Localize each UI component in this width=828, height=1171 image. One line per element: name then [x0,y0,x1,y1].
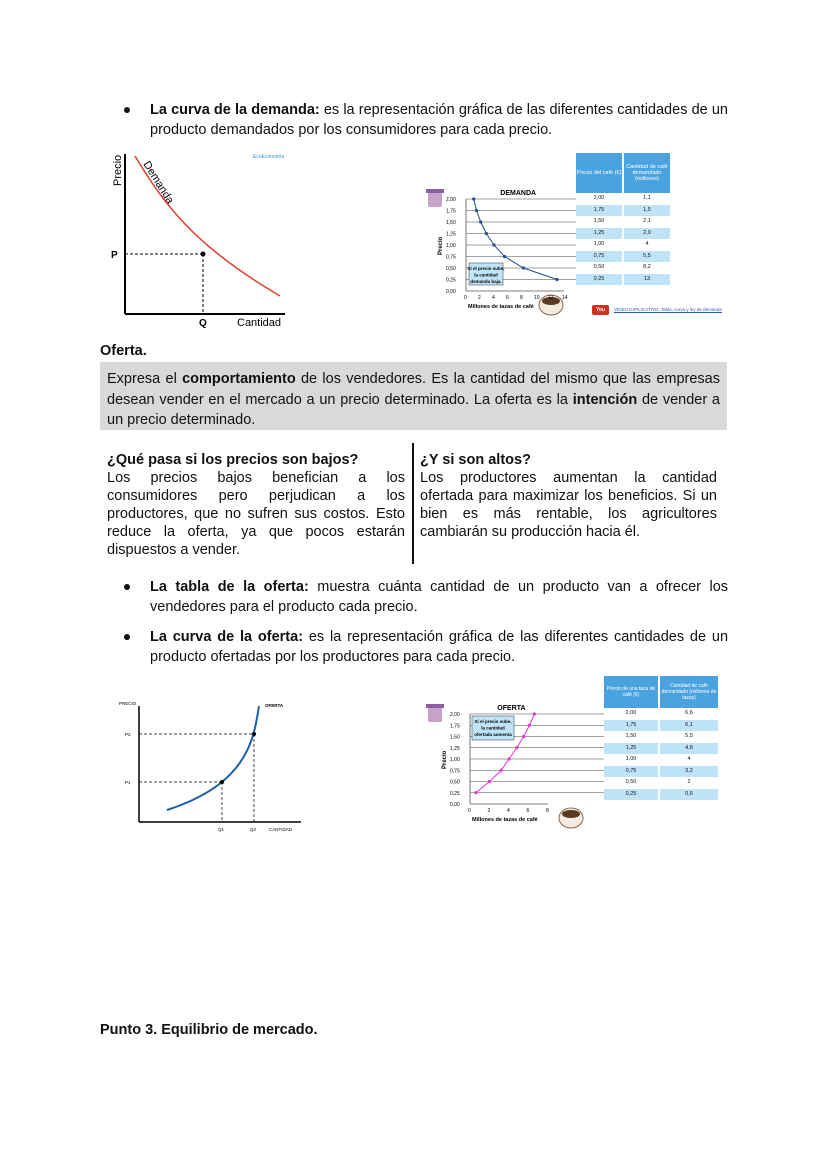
table-cell-quantity: 1,5 [624,205,670,217]
table-row [604,754,724,766]
note-line: demanda baja. [470,279,502,284]
table-cell-quantity: 5,5 [624,251,670,263]
y-tick-label: 0,00 [446,289,456,295]
table-cell-quantity: 4,8 [660,743,718,755]
supply-curve [167,706,259,810]
table-row [576,239,716,251]
oferta-definition-box [100,362,727,430]
demand-table-header-price: Precio del café (€) [576,153,622,193]
table-cell-quantity: 13 [624,274,670,286]
note-line: Si el precio sube, [467,266,505,271]
y-tick-label: 0,50 [446,266,456,272]
x-tick-label: 6 [506,295,509,301]
y-tick-label: 0,75 [450,768,460,775]
chart-x-label: Millones de tazas de café [468,304,534,310]
table-cell-price: 2,00 [576,193,622,205]
chart-y-label: Precio [442,750,448,769]
supply-curve-bullet-text: es la representación gráfica de las diferentes cantidades de un producto ofertadas por los productores para cada precio. [150,629,729,665]
supply-graph [115,696,305,836]
demand-bullet [124,100,728,140]
supply-x-label: CANTIDAD [269,827,293,832]
y-tick-label: 1,25 [450,745,460,752]
supply-curve-label: OFERTA [265,703,284,708]
data-point [522,266,525,269]
table-row [576,251,716,263]
supply-table-header-price: Precio de una taza de café (€) [604,676,658,708]
demand-figure [424,153,724,323]
high-prices-text: Los productores aumentan la cantidad ofertada para maximizar los beneficios. Si un bien es más rentable, los agricultores cambiarán su producción hacia él. [420,470,717,540]
y-tick-label: 2,00 [446,197,456,203]
low-prices-title: ¿Qué pasa si los precios son bajos? [107,452,359,468]
demand-graph [105,146,295,332]
table-cell-price: 1,50 [604,731,658,743]
supply-p1-label: P1 [125,780,131,785]
table-cell-price: 1,25 [604,743,658,755]
data-point [522,735,525,738]
high-prices-column [420,451,717,541]
video-link[interactable]: VÍDEO EXPLICATIVO: Tabla, curva y ley de demanda [614,307,722,312]
supply-table-bullet-title: La tabla de la oferta: [150,579,309,595]
table-cell-price: 0,50 [576,262,622,274]
data-point [479,220,482,223]
demand-bullet-title: La curva de la demanda: [150,102,320,118]
table-cell-price: 0,25 [604,789,658,801]
x-tick-label: 0 [464,295,467,301]
table-row [576,274,716,286]
table-cell-price: 1,00 [604,754,658,766]
supply-table [604,676,724,800]
table-cell-price: 0,25 [576,274,622,286]
data-point [503,255,506,258]
demand-table [576,153,716,285]
y-tick-label: 0,25 [446,277,456,284]
demand-q-label: Q [199,318,207,329]
table-cell-price: 1,75 [576,205,622,217]
table-cell-quantity: 1,1 [624,193,670,205]
demand-table-header-qty: Cantidad de café demandado (millones) [624,153,670,193]
supply-y-label: PRECIO [119,701,137,706]
y-tick-label: 1,00 [450,757,460,763]
data-point [500,769,503,772]
data-point [475,209,478,212]
data-point [533,712,536,715]
data-point [472,197,475,200]
table-row [604,777,724,789]
table-cell-quantity: 8,2 [624,262,670,274]
table-cell-quantity: 5,5 [660,731,718,743]
table-cell-quantity: 2,9 [624,228,670,240]
supply-table-header-qty: Cantidad de café demandado (millones de tazas) [660,676,718,708]
chart-x-label: Millones de tazas de café [472,817,538,823]
low-prices-text: Los precios bajos benefician a los consumidores pero perjudican a los productores, que no sufren sus costos. Esto reduce la oferta, ya que pocos estarán dispuestos a vender. [107,470,405,558]
demand-x-label: Cantidad [237,317,282,329]
x-tick-label: 2 [487,808,491,814]
table-cell-price: 1,25 [576,228,622,240]
table-cell-price: 0,75 [604,766,658,778]
data-point [507,757,510,760]
data-point [528,724,531,727]
x-tick-label: 10 [534,295,540,301]
note-line: la cantidad [474,272,498,278]
y-tick-label: 0,00 [450,802,460,808]
table-row [604,789,724,801]
table-cell-price: 1,00 [576,239,622,251]
table-cell-quantity: 6,1 [660,720,718,732]
data-point [492,243,495,246]
supply-table-bullet [124,577,728,617]
supply-q1-label: Q1 [218,827,225,832]
x-tick-label: 4 [507,808,510,814]
y-tick-label: 1,50 [450,734,460,741]
x-tick-label: 8 [546,808,549,814]
bullet-dot [124,634,130,640]
table-cell-price: 1,50 [576,216,622,228]
demand-curve-label: Demanda [140,159,176,207]
column-divider [412,443,414,564]
demand-y-label: Precio [112,154,124,186]
y-tick-label: 1,25 [446,231,456,238]
table-cell-quantity: 0,6 [660,789,718,801]
table-row [576,228,716,240]
cup-icon [428,191,442,207]
y-tick-label: 2,00 [450,712,460,718]
data-point [485,232,488,235]
x-tick-label: 14 [562,295,568,301]
oferta-box-bold1: comportamiento [182,371,296,387]
bullet-dot [124,107,130,113]
x-tick-label: 12 [548,295,554,301]
x-tick-label: 6 [526,808,530,814]
table-cell-quantity: 6,6 [660,708,718,720]
table-row [576,193,716,205]
table-row [576,216,716,228]
table-cell-price: 0,75 [576,251,622,263]
note-line: Si el precio sube, [474,719,512,724]
table-cell-quantity: 4 [660,754,718,766]
supply-curve-bullet-title: La curva de la oferta: [150,629,304,645]
y-tick-label: 0,50 [450,779,460,786]
table-cell-quantity: 3,2 [660,766,718,778]
chart-y-label: Precio [438,236,444,255]
note-line: la cantidad [481,725,505,731]
chart-title: OFERTA [497,705,526,712]
note-line: ofertada aumenta [474,732,512,737]
supply-p2-label: P2 [125,732,131,737]
x-tick-label: 4 [492,295,495,301]
table-cell-price: 0,50 [604,777,658,789]
supply-curve-bullet [124,627,728,667]
table-row [576,205,716,217]
oferta-heading: Oferta. [100,343,147,359]
cup-icon [428,706,442,722]
oferta-box-text1: Expresa el [107,371,183,387]
y-tick-label: 1,50 [446,220,456,226]
y-tick-label: 1,75 [446,208,456,215]
bullet-dot [124,584,130,590]
x-tick-label: 2 [478,295,481,301]
table-row [604,731,724,743]
oferta-box-text3: de vender a un precio determinado. [107,391,720,428]
demand-p-label: P [111,250,118,261]
demand-bullet-text: es la representación gráfica de las diferentes cantidades de un producto demandados por los consumidores para cada precio. [150,102,728,138]
punto3-heading: Punto 3. Equilibrio de mercado. [100,1022,318,1038]
cup-lid [426,189,444,193]
table-cell-price: 2,00 [604,708,658,720]
table-cell-quantity: 2,1 [624,216,670,228]
high-prices-title: ¿Y si son altos? [420,452,531,468]
table-row [604,708,724,720]
table-row [576,262,716,274]
supply-figure [424,676,724,838]
y-tick-label: 0,75 [446,254,456,261]
low-prices-column [107,451,405,559]
chart-title: DEMANDA [500,190,537,197]
oferta-box-text2: de los vendedores. Es la cantidad del mismo que las empresas desean vender en el mercado a un precio determinado. La oferta es la [107,371,720,408]
table-cell-price: 1,75 [604,720,658,732]
data-point [555,278,558,281]
y-tick-label: 1,00 [446,243,456,249]
data-point [515,746,518,749]
table-row [604,766,724,778]
table-cell-quantity: 4 [624,239,670,251]
table-row [604,720,724,732]
x-tick-label: 8 [520,295,523,301]
y-tick-label: 1,75 [450,723,460,730]
equilibrium-point [201,252,206,257]
y-tick-label: 0,25 [450,790,460,797]
youtube-icon[interactable]: You Tube [592,305,609,315]
demand-watermark: EcoEconomía [253,154,285,160]
supply-q2-label: Q2 [250,827,257,832]
table-row [604,743,724,755]
data-point [488,780,491,783]
x-tick-label: 0 [468,808,471,814]
cup-lid [426,704,444,708]
supply-table-bullet-text: muestra cuánta cantidad de un producto van a ofrecer los vendedores para el producto cada precio. [150,579,729,615]
table-cell-quantity: 2 [660,777,718,789]
oferta-box-bold2: intención [572,391,638,408]
data-point [474,791,477,794]
